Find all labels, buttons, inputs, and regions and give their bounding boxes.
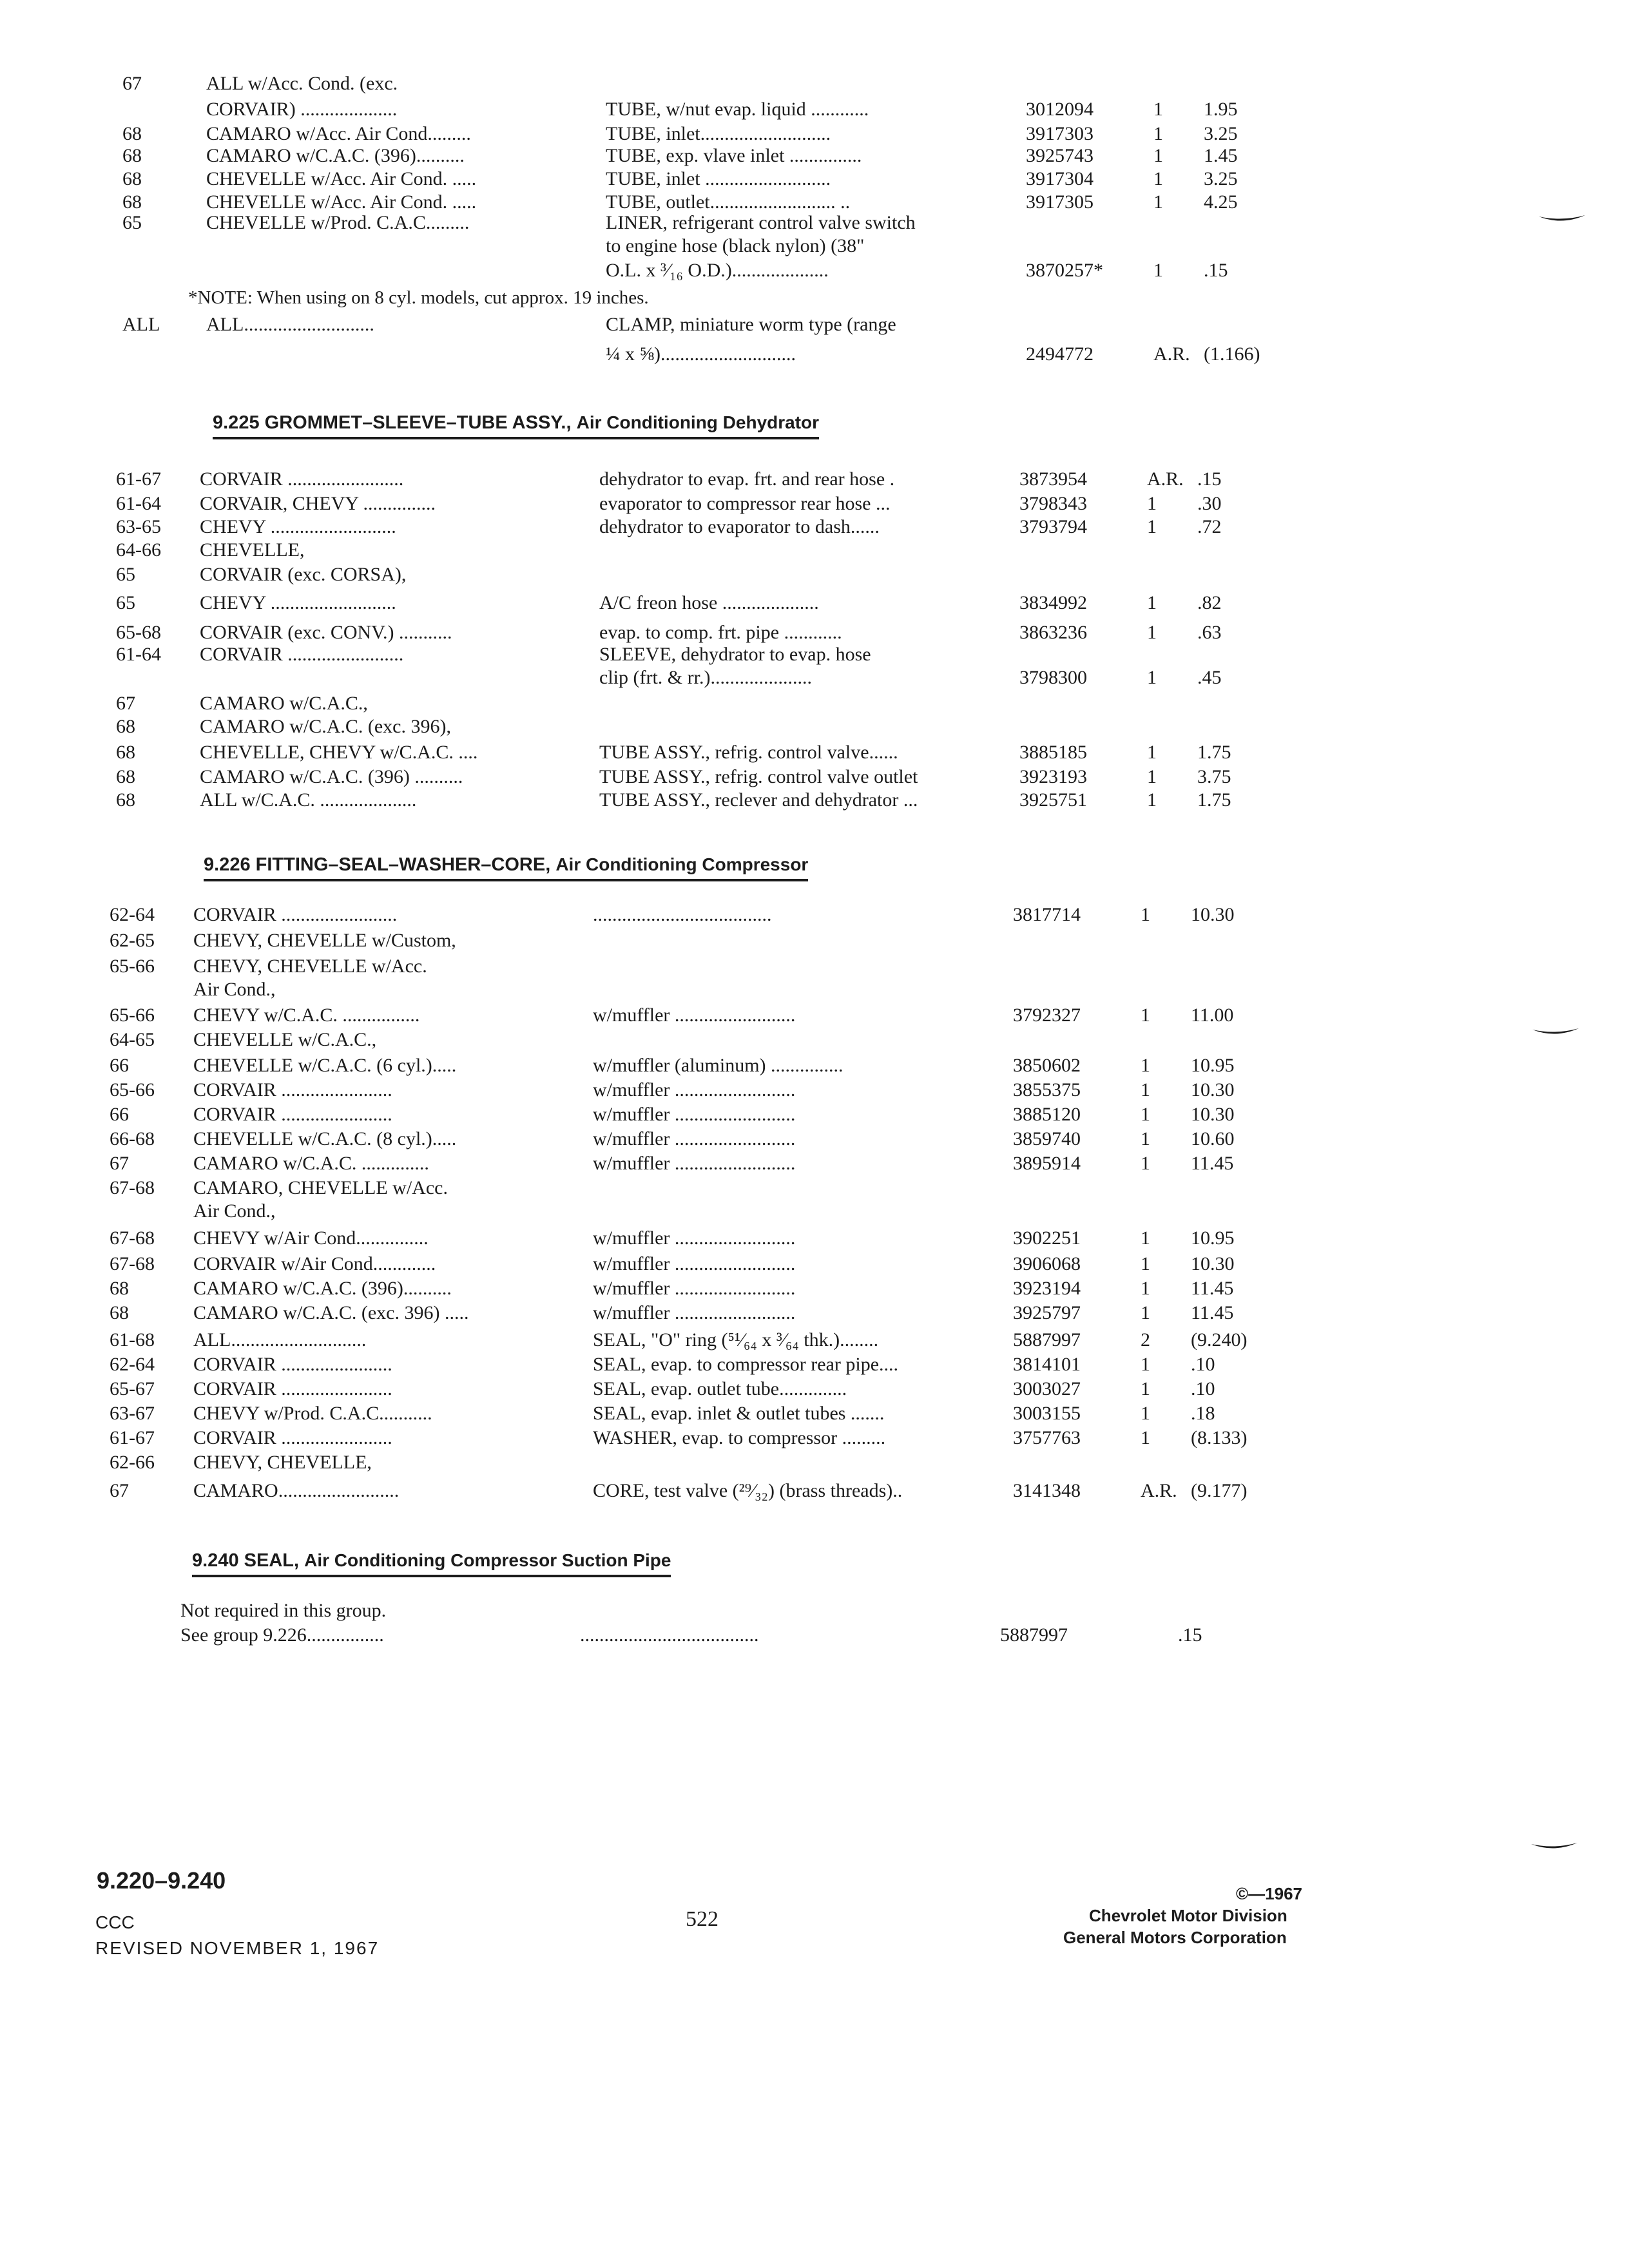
footer-revised: REVISED NOVEMBER 1, 1967 [95,1938,380,1958]
row-quantity: A.R. [1153,343,1190,365]
row-price: .15 [1178,1624,1202,1646]
row-model: CHEVY, CHEVELLE w/Custom, [193,930,456,951]
row-description: SLEEVE, dehydrator to evap. hose [599,644,871,665]
row-part-number: 3012094 [1026,99,1094,120]
row-price: 10.60 [1191,1128,1235,1149]
row-price: .72 [1197,516,1222,537]
row-part-number: 3873954 [1019,468,1087,490]
row-model: CORVAIR ....................... [193,1354,392,1375]
row-model: CORVAIR ....................... [193,1079,392,1100]
row-price: 1.75 [1197,742,1231,763]
row-quantity: 1 [1141,1302,1150,1323]
row-part-number: 3850602 [1013,1055,1081,1076]
row-quantity: 1 [1153,123,1163,144]
row-description: w/muffler ......................... [593,1227,796,1249]
group-subtitle: Air Conditioning Compressor [555,854,809,874]
row-model: CAMARO w/C.A.C. .............. [193,1153,429,1174]
row-quantity: A.R. [1147,468,1184,490]
row-year: 68 [110,1278,129,1299]
row-model: CORVAIR, CHEVY ............... [200,493,436,514]
row-description: TUBE ASSY., refrig. control valve outlet [599,766,918,787]
row-description: O.L. x ³⁄₁₆ O.D.).................... [606,260,829,281]
row-year: 65 [116,564,135,585]
row-description: to engine hose (black nylon) (38" [606,235,865,256]
row-description: TUBE, exp. vlave inlet ............... [606,145,862,166]
row-model: CAMARO w/Acc. Air Cond......... [206,123,471,144]
row-price: .45 [1197,667,1222,688]
row-part-number: 3885120 [1013,1104,1081,1125]
row-year: 67-68 [110,1253,155,1274]
row-price: .10 [1191,1354,1215,1375]
row-model: See group 9.226................ [180,1624,384,1646]
row-price: .30 [1197,493,1222,514]
row-part-number: 3917305 [1026,191,1094,213]
row-part-number: 3923194 [1013,1278,1081,1299]
row-part-number: 3902251 [1013,1227,1081,1249]
row-model: ALL w/C.A.C. .................... [200,789,417,811]
row-year: 66 [110,1104,129,1125]
row-quantity: 1 [1141,1055,1150,1076]
row-price: 3.25 [1204,123,1238,144]
row-year: ALL [122,314,160,335]
row-description: dehydrator to evaporator to dash...... [599,516,880,537]
row-model: CORVAIR ........................ [200,468,404,490]
group-title: GROMMET–SLEEVE–TUBE ASSY., [264,412,572,433]
row-description: TUBE ASSY., reclever and dehydrator ... [599,789,918,811]
row-part-number: 3859740 [1013,1128,1081,1149]
row-model: CORVAIR w/Air Cond............. [193,1253,436,1274]
row-description: TUBE ASSY., refrig. control valve...... [599,742,898,763]
row-price: 3.25 [1204,168,1238,189]
row-description: evap. to comp. frt. pipe ............ [599,622,842,643]
footer-group-range: 9.220–9.240 [97,1867,226,1894]
row-quantity: 1 [1153,260,1163,281]
row-quantity: 1 [1147,789,1157,811]
group-title: SEAL, [244,1550,300,1571]
row-price: 10.30 [1191,1079,1235,1100]
row-price: 3.75 [1197,766,1231,787]
group-title: FITTING–SEAL–WASHER–CORE, [255,854,551,875]
row-model: CHEVELLE w/Acc. Air Cond. ..... [206,168,477,189]
row-model: CORVAIR (exc. CORSA), [200,564,407,585]
row-year: 67 [116,693,135,714]
row-quantity: 2 [1141,1329,1150,1350]
row-quantity: 1 [1147,493,1157,514]
row-year: 62-64 [110,904,155,925]
row-model: CORVAIR (exc. CONV.) ........... [200,622,452,643]
row-part-number: 3895914 [1013,1153,1081,1174]
row-description: w/muffler ......................... [593,1128,796,1149]
row-model: ALL............................ [193,1329,367,1350]
row-description: TUBE, inlet .......................... [606,168,831,189]
margin-mark [1531,1843,1577,1852]
row-quantity: 1 [1147,667,1157,688]
row-year: 68 [122,191,142,213]
row-price: 11.45 [1191,1302,1234,1323]
row-model: CHEVELLE w/C.A.C. (8 cyl.)..... [193,1128,457,1149]
row-quantity: 1 [1153,168,1163,189]
row-quantity: 1 [1141,1253,1150,1274]
row-part-number: 3917303 [1026,123,1094,144]
row-model: Air Cond., [193,1200,276,1222]
row-description: SEAL, evap. outlet tube.............. [593,1378,847,1399]
row-description: w/muffler ......................... [593,1079,796,1100]
row-year: 68 [110,1302,129,1323]
row-model: CORVAIR ........................ [193,904,398,925]
row-year: 61-64 [116,493,161,514]
row-model: CORVAIR) .................... [206,99,398,120]
row-year: 64-65 [110,1029,155,1050]
row-model: CAMARO, CHEVELLE w/Acc. [193,1177,448,1198]
row-year: 65-66 [110,956,155,977]
row-price: 10.30 [1191,904,1235,925]
row-model: CAMARO w/C.A.C. (396) .......... [200,766,463,787]
row-year: 61-68 [110,1329,155,1350]
row-price: .10 [1191,1378,1215,1399]
row-model: CAMARO w/C.A.C. (396).......... [193,1278,452,1299]
group-subtitle: Air Conditioning Compressor Suction Pipe [304,1550,671,1570]
row-quantity: 1 [1141,1227,1150,1249]
row-quantity: 1 [1141,1079,1150,1100]
row-year: 67-68 [110,1227,155,1249]
row-description: w/muffler ......................... [593,1302,796,1323]
row-price: (8.133) [1191,1427,1248,1448]
row-quantity: 1 [1153,191,1163,213]
row-year: 62-65 [110,930,155,951]
row-quantity: 1 [1147,622,1157,643]
footer-division: Chevrolet Motor Division [1089,1906,1287,1925]
row-model: CORVAIR ....................... [193,1427,392,1448]
row-model: CHEVY .......................... [200,516,396,537]
row-price: 10.30 [1191,1253,1235,1274]
row-quantity: 1 [1141,1403,1150,1424]
row-model: CHEVY .......................... [200,592,396,613]
row-model: ALL w/Acc. Cond. (exc. [206,73,398,94]
row-price: 10.95 [1191,1227,1235,1249]
row-price: .82 [1197,592,1222,613]
row-description: w/muffler ......................... [593,1278,796,1299]
row-price: 10.95 [1191,1055,1235,1076]
row-price: 11.45 [1191,1153,1234,1174]
row-model: CHEVELLE, CHEVY w/C.A.C. .... [200,742,478,763]
row-model: CHEVELLE w/C.A.C. (6 cyl.)..... [193,1055,457,1076]
row-part-number: 3757763 [1013,1427,1081,1448]
row-part-number: 5887997 [1013,1329,1081,1350]
row-part-number: 3003027 [1013,1378,1081,1399]
row-model: CHEVY, CHEVELLE w/Acc. [193,956,427,977]
note-text: *NOTE: When using on 8 cyl. models, cut approx. 19 inches. [188,287,649,308]
row-model: CHEVELLE, [200,539,305,561]
row-quantity: 1 [1153,145,1163,166]
row-description: SEAL, evap. inlet & outlet tubes ....... [593,1403,885,1424]
row-model: Air Cond., [193,979,276,1000]
row-quantity: 1 [1141,1427,1150,1448]
row-price: 11.45 [1191,1278,1234,1299]
row-year: 68 [122,168,142,189]
row-part-number: 3917304 [1026,168,1094,189]
row-part-number: 3925743 [1026,145,1094,166]
row-description: SEAL, evap. to compressor rear pipe.... [593,1354,899,1375]
row-model: CAMARO w/C.A.C. (exc. 396) ..... [193,1302,469,1323]
row-year: 66-68 [110,1128,155,1149]
row-year: 67 [110,1153,129,1174]
row-part-number: 2494772 [1026,343,1094,365]
row-part-number: 3925751 [1019,789,1087,811]
row-year: 65 [122,212,142,233]
row-description: w/muffler (aluminum) ............... [593,1055,843,1076]
row-year: 61-64 [116,644,161,665]
row-description: w/muffler ......................... [593,1253,796,1274]
row-year: 63-67 [110,1403,155,1424]
row-quantity: 1 [1153,99,1163,120]
row-part-number: 3870257* [1026,260,1103,281]
row-quantity: A.R. [1141,1480,1177,1501]
row-quantity: 1 [1147,766,1157,787]
row-part-number: 3906068 [1013,1253,1081,1274]
row-description: TUBE, w/nut evap. liquid ............ [606,99,869,120]
row-part-number: 3792327 [1013,1004,1081,1026]
row-year: 63-65 [116,516,161,537]
row-part-number: 3793794 [1019,516,1087,537]
row-year: 68 [122,123,142,144]
row-quantity: 1 [1141,1004,1150,1026]
row-year: 67 [110,1480,129,1501]
row-quantity: 1 [1147,742,1157,763]
row-price: .15 [1197,468,1222,490]
row-description: SEAL, "O" ring (⁵¹⁄₆₄ x ³⁄₆₄ thk.)........ [593,1329,879,1350]
row-model: CAMARO w/C.A.C. (396).......... [206,145,465,166]
footer-corporation: General Motors Corporation [1063,1928,1287,1947]
row-description: ..................................... [580,1624,759,1646]
row-part-number: 3863236 [1019,622,1087,643]
row-part-number: 5887997 [1000,1624,1068,1646]
row-part-number: 3817714 [1013,904,1081,925]
row-year: 67-68 [110,1177,155,1198]
row-description: CLAMP, miniature worm type (range [606,314,896,335]
row-description: WASHER, evap. to compressor ......... [593,1427,886,1448]
group-code: 9.240 [192,1550,239,1571]
row-model: CHEVELLE w/C.A.C., [193,1029,377,1050]
row-model: CHEVY w/Prod. C.A.C........... [193,1403,432,1424]
row-part-number: 3834992 [1019,592,1087,613]
row-year: 62-66 [110,1452,155,1473]
row-year: 68 [122,145,142,166]
group-header [192,1548,671,1577]
row-description: w/muffler ......................... [593,1004,796,1026]
row-part-number: 3814101 [1013,1354,1081,1375]
row-quantity: 1 [1147,516,1157,537]
row-year: 65-67 [110,1378,155,1399]
row-year: 61-67 [110,1427,155,1448]
row-year: 67 [122,73,142,94]
row-price: 11.00 [1191,1004,1234,1026]
row-year: 68 [116,716,135,737]
row-year: 65-66 [110,1079,155,1100]
group-header [213,410,819,439]
row-description: clip (frt. & rr.)..................... [599,667,812,688]
row-year: 64-66 [116,539,161,561]
row-year: 68 [116,766,135,787]
row-description: ¼ x ⅝)............................ [606,343,796,365]
row-price: .18 [1191,1403,1215,1424]
row-quantity: 1 [1141,1128,1150,1149]
row-year: 68 [116,789,135,811]
row-quantity: 1 [1147,592,1157,613]
group-header [204,852,808,881]
row-model: CORVAIR ........................ [200,644,404,665]
row-description: TUBE, outlet.......................... .. [606,191,851,213]
row-model: CAMARO w/C.A.C. (exc. 396), [200,716,451,737]
row-year: 66 [110,1055,129,1076]
row-part-number: 3885185 [1019,742,1087,763]
margin-mark [1532,1028,1579,1037]
row-quantity: 1 [1141,1354,1150,1375]
row-model: CAMARO w/C.A.C., [200,693,368,714]
row-description: TUBE, inlet........................... [606,123,831,144]
row-description: ..................................... [593,904,772,925]
row-model: CHEVELLE w/Acc. Air Cond. ..... [206,191,477,213]
row-price: (9.240) [1191,1329,1248,1350]
row-year: 65-66 [110,1004,155,1026]
row-price: 1.45 [1204,145,1238,166]
row-price: (9.177) [1191,1480,1248,1501]
page-number: 522 [686,1907,718,1931]
row-price: .15 [1204,260,1228,281]
row-year: 61-67 [116,468,161,490]
row-model: CHEVY w/C.A.C. ................ [193,1004,420,1026]
row-description: CORE, test valve (²⁹⁄₃₂) (brass threads).. [593,1480,903,1501]
group-code: 9.226 [204,854,251,875]
row-quantity: 1 [1141,1153,1150,1174]
row-part-number: 3003155 [1013,1403,1081,1424]
row-part-number: 3798343 [1019,493,1087,514]
row-price: 1.75 [1197,789,1231,811]
row-part-number: 3798300 [1019,667,1087,688]
row-description: dehydrator to evap. frt. and rear hose . [599,468,895,490]
row-price: 10.30 [1191,1104,1235,1125]
row-year: 68 [116,742,135,763]
row-model: CORVAIR ....................... [193,1378,392,1399]
row-model: CHEVY, CHEVELLE, [193,1452,372,1473]
footer-code: CCC [95,1912,135,1932]
row-model: CAMARO......................... [193,1480,400,1501]
row-year: 65 [116,592,135,613]
row-price: (1.166) [1204,343,1260,365]
row-description: A/C freon hose .................... [599,592,819,613]
row-description: LINER, refrigerant control valve switch [606,212,916,233]
row-part-number: 3141348 [1013,1480,1081,1501]
row-quantity: 1 [1141,904,1150,925]
row-part-number: 3925797 [1013,1302,1081,1323]
row-model: CHEVELLE w/Prod. C.A.C......... [206,212,470,233]
row-price: 1.95 [1204,99,1238,120]
row-price: 4.25 [1204,191,1238,213]
row-year: 62-64 [110,1354,155,1375]
group-code: 9.225 [213,412,260,433]
margin-mark [1539,215,1585,224]
row-part-number: 3855375 [1013,1079,1081,1100]
row-description: w/muffler ......................... [593,1153,796,1174]
row-quantity: 1 [1141,1278,1150,1299]
row-model: Not required in this group. [180,1600,387,1621]
row-quantity: 1 [1141,1104,1150,1125]
row-price: .63 [1197,622,1222,643]
row-year: 65-68 [116,622,161,643]
row-model: CORVAIR ....................... [193,1104,392,1125]
row-model: ALL........................... [206,314,374,335]
row-description: evaporator to compressor rear hose ... [599,493,891,514]
row-description: w/muffler ......................... [593,1104,796,1125]
group-subtitle: Air Conditioning Dehydrator [576,412,820,432]
row-part-number: 3923193 [1019,766,1087,787]
footer-copyright: ©—1967 [1236,1884,1302,1903]
row-quantity: 1 [1141,1378,1150,1399]
row-model: CHEVY w/Air Cond............... [193,1227,429,1249]
